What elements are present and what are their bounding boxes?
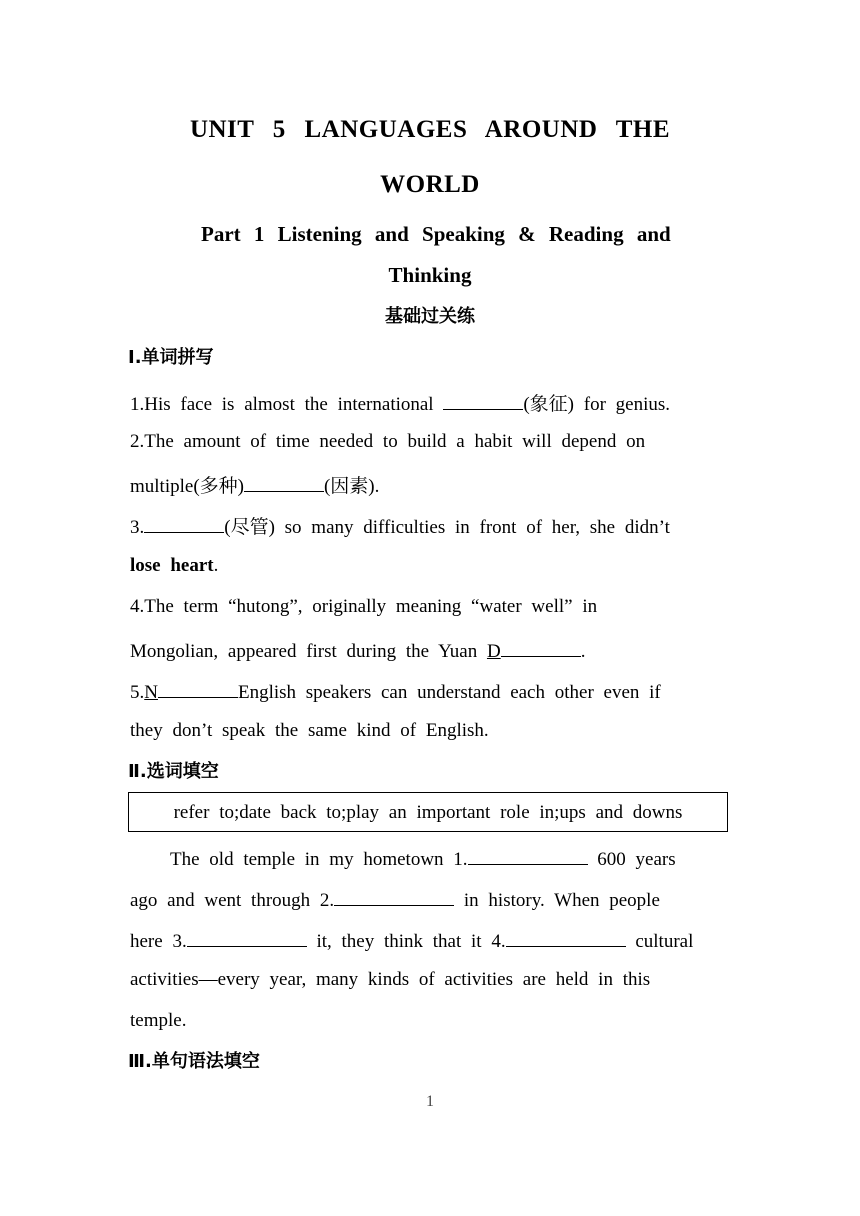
- part-subtitle-line1: Part 1 Listening and Speaking & Reading and: [201, 222, 671, 246]
- passage-line2-post: in history. When people: [454, 890, 660, 911]
- passage-line2-pre: ago and went through 2.: [130, 890, 335, 911]
- passage-line2: [130, 885, 660, 913]
- section-label: 基础过关练: [385, 306, 475, 327]
- passage-line4: activities—every year, many kinds of activities are held in this: [130, 969, 651, 990]
- passage-line1-pre: The old temple in my hometown 1.: [170, 849, 468, 870]
- passage-line3-post: cultural: [625, 931, 694, 952]
- passage-blank-4[interactable]: [506, 926, 626, 947]
- question-3-line1: [130, 512, 670, 540]
- passage-line3-mid: it, they think that it 4.: [306, 931, 506, 952]
- q3-bold-phrase: lose heart: [130, 555, 214, 576]
- passage-line1-post: 600 years: [587, 849, 676, 870]
- q2-text-post: (因素).: [323, 476, 380, 497]
- q4-text-pre: Mongolian, appeared first during the Yuan: [130, 641, 487, 662]
- question-3-line2: [130, 554, 218, 578]
- question-2-line1: 2.The amount of time needed to build a habit will depend on: [130, 431, 646, 452]
- q3-end: .: [213, 555, 219, 576]
- word-bank-box: refer to;date back to;play an important role in;ups and downs: [128, 792, 728, 832]
- part2-heading: Ⅱ.选词填空: [128, 761, 219, 782]
- passage-blank-1[interactable]: [468, 844, 588, 865]
- part-subtitle-line2: Thinking: [388, 263, 472, 287]
- q3-text-pre: 3.: [130, 517, 145, 538]
- passage-line3-pre: here 3.: [130, 931, 187, 952]
- q5-text-pre: 5.: [130, 682, 145, 703]
- q1-text-post: (象征) for genius.: [523, 394, 671, 415]
- q4-blank[interactable]: [501, 636, 581, 657]
- q5-text-post: English speakers can understand each other even if: [237, 682, 661, 703]
- q3-blank[interactable]: [144, 512, 224, 533]
- passage-line3: [130, 926, 693, 954]
- unit-title-line2: WORLD: [380, 171, 480, 198]
- q1-blank[interactable]: [443, 389, 523, 410]
- passage-blank-3[interactable]: [187, 926, 307, 947]
- question-4-line2: [130, 636, 585, 664]
- passage-line5: temple.: [130, 1010, 187, 1031]
- passage-line1: [170, 844, 676, 872]
- question-4-line1: 4.The term “hutong”, originally meaning “water well” in: [130, 596, 598, 617]
- q5-first-letter: N: [144, 682, 158, 703]
- question-1: [130, 389, 670, 417]
- part3-heading: Ⅲ.单句语法填空: [128, 1051, 260, 1072]
- q1-text-pre: 1.His face is almost the international: [130, 394, 444, 415]
- passage-blank-2[interactable]: [334, 885, 454, 906]
- question-5-line1: [130, 677, 661, 705]
- q2-blank[interactable]: [244, 471, 324, 492]
- page-number: 1: [426, 1093, 434, 1110]
- q2-text-pre: multiple(多种): [130, 476, 244, 497]
- unit-title-line1: UNIT 5 LANGUAGES AROUND THE: [189, 116, 671, 143]
- part1-heading: Ⅰ.单词拼写: [128, 347, 214, 368]
- question-5-line2: they don’t speak the same kind of English.: [130, 720, 489, 741]
- q5-blank[interactable]: [158, 677, 238, 698]
- question-2-line2: [130, 471, 379, 499]
- q4-end: .: [580, 641, 586, 662]
- q3-text-post: (尽管) so many difficulties in front of her, she didn’t: [224, 517, 670, 538]
- q4-first-letter: D: [486, 641, 501, 662]
